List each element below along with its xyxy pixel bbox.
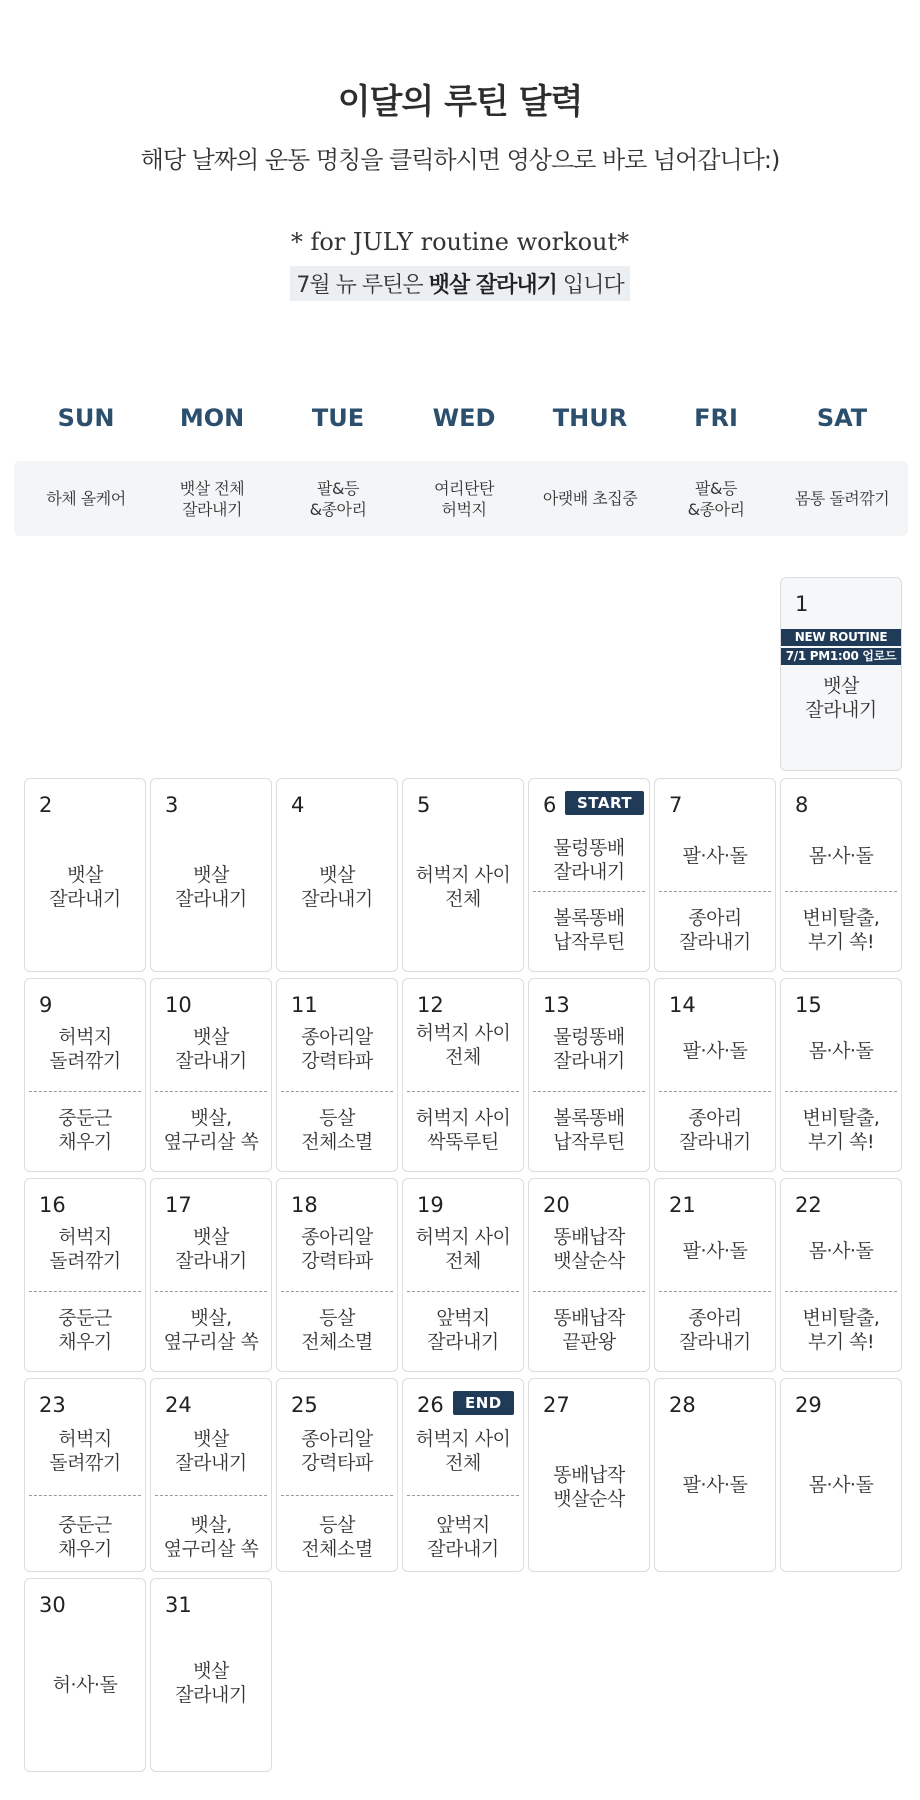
day-number: 1 [795,592,809,616]
workout-link-bottom[interactable]: 볼록똥배 납작루틴 [553,1107,625,1153]
weekday-fri: FRI [694,404,738,432]
day-number: 18 [291,1193,318,1217]
dashed-divider [281,1291,393,1292]
workout-link-top[interactable]: 허벅지 사이 전체 [415,1428,511,1474]
workout-link[interactable]: 뱃살 잘라내기 [301,864,373,910]
calendar-day-7[interactable] [654,778,776,972]
day-number: 25 [291,1393,318,1417]
day-number: 16 [39,1193,66,1217]
day-number: 7 [669,793,683,817]
weekday-sat: SAT [816,404,868,432]
workout-link-bottom[interactable]: 중둔근 채우기 [58,1107,112,1153]
workout-link-top[interactable]: 몸·사·돌 [808,1040,874,1062]
day-number: 22 [795,1193,822,1217]
workout-link[interactable]: 허·사·돌 [52,1674,118,1696]
workout-link-top[interactable]: 물렁똥배 잘라내기 [553,1026,625,1072]
calendar-day-31[interactable] [150,1578,272,1772]
workout-link-top[interactable]: 허벅지 돌려깎기 [49,1026,121,1072]
routine-fri[interactable]: 팔&등 &종아리 [687,478,745,519]
workout-link-bottom[interactable]: 중둔근 채우기 [58,1307,112,1353]
calendar-day-19[interactable] [402,1178,524,1372]
workout-link[interactable]: 똥배납작 뱃살순삭 [553,1464,625,1510]
routine-wed[interactable]: 여리탄탄 허벅지 [434,478,494,519]
calendar-day-17[interactable] [150,1178,272,1372]
workout-link-bottom[interactable]: 볼록똥배 납작루틴 [553,907,625,953]
dashed-divider [155,1495,267,1496]
calendar-day-27[interactable] [528,1378,650,1572]
workout-link-top[interactable]: 허벅지 돌려깎기 [49,1428,121,1474]
calendar-day-13[interactable] [528,978,650,1172]
day-number: 28 [669,1393,696,1417]
dashed-divider [281,1495,393,1496]
workout-link-bottom[interactable]: 똥배납작 끝판왕 [553,1307,625,1353]
workout-link-top[interactable]: 종아리알 강력타파 [301,1026,373,1072]
calendar-day-21[interactable] [654,1178,776,1372]
day-number: 26 [417,1393,444,1417]
calendar-day-5[interactable] [402,778,524,972]
workout-link-top[interactable]: 뱃살 잘라내기 [175,1026,247,1072]
dashed-divider [29,1091,141,1092]
workout-link-top[interactable]: 팔·사·돌 [682,1240,748,1262]
routine-tue[interactable]: 팔&등 &종아리 [309,478,367,519]
workout-link-top[interactable]: 종아리알 강력타파 [301,1428,373,1474]
day-number: 8 [795,793,809,817]
routine-mon[interactable]: 뱃살 전체 잘라내기 [179,478,245,519]
workout-link-bottom[interactable]: 중둔근 채우기 [58,1514,112,1560]
calendar-day-28[interactable] [654,1378,776,1572]
upload-time-tag: 7/1 PM1:00 업로드 [781,648,901,665]
workout-link-bottom[interactable]: 허벅지 사이 싹뚝루틴 [415,1107,511,1153]
routine-thur[interactable]: 아랫배 초집중 [542,489,638,508]
workout-link-bottom[interactable]: 앞벅지 잘라내기 [427,1514,499,1560]
workout-link-bottom[interactable]: 변비탈출, 부기 쏙! [802,907,880,953]
weekday-wed: WED [432,404,496,432]
dashed-divider [155,1291,267,1292]
workout-link-bottom[interactable]: 변비탈출, 부기 쏙! [802,1107,880,1153]
workout-link[interactable]: 뱃살 잘라내기 [49,864,121,910]
page-title: 이달의 루틴 달력 [337,82,583,122]
dashed-divider [29,1495,141,1496]
day-number: 23 [39,1393,66,1417]
dashed-divider [407,1091,519,1092]
workout-link-top[interactable]: 허벅지 사이 전체 [415,1022,511,1068]
workout-link[interactable]: 몸·사·돌 [808,1474,874,1496]
calendar-day-30[interactable] [24,1578,146,1772]
day-number: 19 [417,1193,444,1217]
day-number: 20 [543,1193,570,1217]
workout-link-bottom[interactable]: 종아리 잘라내기 [679,1107,751,1153]
workout-link-bottom[interactable]: 뱃살, 옆구리살 쏙 [163,1107,259,1153]
workout-link-top[interactable]: 몸·사·돌 [808,845,874,867]
calendar-day-25[interactable] [276,1378,398,1572]
calendar-day-22[interactable] [780,1178,902,1372]
workout-link-bottom[interactable]: 등살 전체소멸 [301,1307,373,1353]
calendar-day-1[interactable] [780,577,902,771]
dashed-divider [533,1291,645,1292]
routine-sat[interactable]: 몸통 돌려깎기 [794,489,890,508]
workout-link-bottom[interactable]: 종아리 잘라내기 [679,1307,751,1353]
workout-link-top[interactable]: 팔·사·돌 [682,1040,748,1062]
workout-link-bottom[interactable]: 종아리 잘라내기 [679,907,751,953]
start-badge: START [565,791,644,815]
day-number: 3 [165,793,179,817]
dashed-divider [785,1291,897,1292]
weekday-sun: SUN [57,404,115,432]
calendar-day-9[interactable] [24,978,146,1172]
day-number: 5 [417,793,431,817]
day-number: 10 [165,993,192,1017]
workout-link-top[interactable]: 팔·사·돌 [682,845,748,867]
weekday-header-row [24,404,900,444]
workout-link-top[interactable]: 몸·사·돌 [808,1240,874,1262]
weekday-tue: TUE [311,404,365,432]
workout-link-bottom[interactable]: 앞벅지 잘라내기 [427,1307,499,1353]
dashed-divider [533,891,645,892]
day-number: 21 [669,1193,696,1217]
calendar-day-10[interactable] [150,978,272,1172]
day-number: 13 [543,993,570,1017]
workout-link-top[interactable]: 물렁똥배 잘라내기 [553,837,625,883]
calendar-day-14[interactable] [654,978,776,1172]
new-routine-prefix: 7월 뉴 루틴은 [296,273,429,298]
calendar-day-16[interactable] [24,1178,146,1372]
workout-link[interactable]: 뱃살 잘라내기 [175,1660,247,1706]
calendar-day-24[interactable] [150,1378,272,1572]
dashed-divider [155,1091,267,1092]
weekday-thur: THUR [552,404,628,432]
month-caption: * for JULY routine workout* [290,228,630,256]
weekly-routine-strip [14,461,908,536]
end-badge: END [453,1391,514,1415]
day-number: 29 [795,1393,822,1417]
calendar-day-11[interactable] [276,978,398,1172]
dashed-divider [659,1291,771,1292]
calendar-day-6[interactable] [528,778,650,972]
dashed-divider [29,1291,141,1292]
dashed-divider [785,1091,897,1092]
dashed-divider [281,1091,393,1092]
day-number: 11 [291,993,318,1017]
new-routine-tag: NEW ROUTINE [781,629,901,646]
calendar-day-15[interactable] [780,978,902,1172]
calendar-day-23[interactable] [24,1378,146,1572]
day-number: 30 [39,1593,66,1617]
calendar-day-12[interactable] [402,978,524,1172]
new-routine-name: 뱃살 잘라내기 [428,273,557,298]
workout-link[interactable]: 뱃살 잘라내기 [175,864,247,910]
routine-sun[interactable]: 하체 올케어 [46,489,126,508]
workout-link-bottom[interactable]: 뱃살, 옆구리살 쏙 [163,1307,259,1353]
workout-link-top[interactable]: 종아리알 강력타파 [301,1226,373,1272]
workout-link-bottom[interactable]: 변비탈출, 부기 쏙! [802,1307,880,1353]
calendar-day-20[interactable] [528,1178,650,1372]
calendar-day-29[interactable] [780,1378,902,1572]
calendar-day-4[interactable] [276,778,398,972]
day-number: 6 [543,793,557,817]
workout-link-top[interactable]: 뱃살 잘라내기 [175,1428,247,1474]
dashed-divider [533,1091,645,1092]
day-number: 2 [39,793,53,817]
calendar-day-18[interactable] [276,1178,398,1372]
dashed-divider [785,891,897,892]
day-number: 24 [165,1393,192,1417]
workout-link-bottom[interactable]: 뱃살, 옆구리살 쏙 [163,1514,259,1560]
dashed-divider [407,1495,519,1496]
calendar-day-2[interactable] [24,778,146,972]
calendar-day-8[interactable] [780,778,902,972]
page-subtitle: 해당 날짜의 운동 명칭을 클릭하시면 영상으로 바로 넘어갑니다:) [140,146,780,174]
workout-link[interactable]: 팔·사·돌 [682,1474,748,1496]
weekday-mon: MON [179,404,245,432]
day-number: 15 [795,993,822,1017]
workout-link[interactable]: 허벅지 사이 전체 [415,864,511,910]
new-routine-suffix: 입니다 [556,273,624,298]
workout-link-top[interactable]: 뱃살 잘라내기 [175,1226,247,1272]
day-number: 9 [39,993,53,1017]
day-number: 31 [165,1593,192,1617]
day-number: 17 [165,1193,192,1217]
workout-link-top[interactable]: 허벅지 사이 전체 [415,1226,511,1272]
day-number: 27 [543,1393,570,1417]
day-number: 12 [417,993,444,1017]
workout-link-top[interactable]: 허벅지 돌려깎기 [49,1226,121,1272]
workout-link-bottom[interactable]: 등살 전체소멸 [301,1514,373,1560]
workout-link-top[interactable]: 똥배납작 뱃살순삭 [553,1226,625,1272]
calendar-day-3[interactable] [150,778,272,972]
day-number: 4 [291,793,305,817]
new-routine-highlight [290,266,629,301]
dashed-divider [659,1091,771,1092]
day-number: 14 [669,993,696,1017]
dashed-divider [659,891,771,892]
calendar-day-26[interactable] [402,1378,524,1572]
new-routine-line [0,266,920,301]
dashed-divider [407,1291,519,1292]
workout-link[interactable]: 뱃살 잘라내기 [805,675,877,721]
workout-link-bottom[interactable]: 등살 전체소멸 [301,1107,373,1153]
